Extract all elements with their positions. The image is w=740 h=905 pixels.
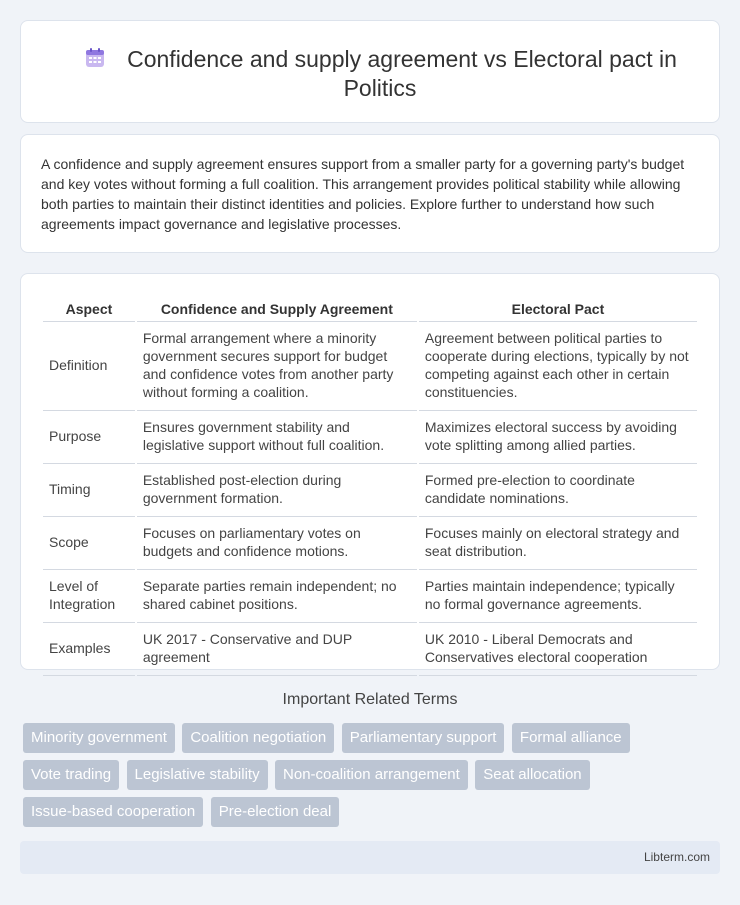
- page-title: [61, 45, 699, 103]
- page-title-text: Confidence and supply agreement vs Electoral pact in Politics: [127, 46, 677, 101]
- row-electoral-pact: UK 2010 - Liberal Democrats and Conservatives electoral cooperation: [419, 625, 697, 676]
- row-confidence-supply: Ensures government stability and legislative support without full coalition.: [137, 413, 417, 464]
- related-term-tag[interactable]: Pre-election deal: [211, 797, 340, 827]
- table-row: [43, 519, 697, 570]
- row-confidence-supply: Formal arrangement where a minority government secures support for budget and confidence votes from another party without forming a coalition.: [137, 324, 417, 411]
- row-electoral-pact: Maximizes electoral success by avoiding vote splitting among allied parties.: [419, 413, 697, 464]
- related-term-tag[interactable]: Seat allocation: [475, 760, 589, 790]
- intro-paragraph: A confidence and supply agreement ensures support from a smaller party for a governing party's budget and key votes without forming a full coalition. This arrangement provides political stability while allowing both parties to maintain their distinct identities and policies. Explore further to understand how such agreements impact governance and legislative processes.: [41, 156, 685, 232]
- table-row: [43, 466, 697, 517]
- row-aspect: Scope: [43, 519, 135, 570]
- related-terms-list: [23, 723, 703, 834]
- header-electoral-pact: Electoral Pact: [419, 295, 697, 322]
- related-terms-title: Important Related Terms: [282, 691, 458, 708]
- row-confidence-supply: Established post-election during government formation.: [137, 466, 417, 517]
- header-aspect: Aspect: [43, 295, 135, 322]
- row-electoral-pact: Agreement between political parties to cooperate during elections, typically by not competing against each other in certain constituencies.: [419, 324, 697, 411]
- related-term-tag[interactable]: Minority government: [23, 723, 175, 753]
- header-confidence-supply: Confidence and Supply Agreement: [137, 295, 417, 322]
- row-aspect: Definition: [43, 324, 135, 411]
- row-aspect: Timing: [43, 466, 135, 517]
- row-electoral-pact: Parties maintain independence; typically no formal governance agreements.: [419, 572, 697, 623]
- header-card: [20, 20, 720, 123]
- row-electoral-pact: Formed pre-election to coordinate candidate nominations.: [419, 466, 697, 517]
- table-header-row: [43, 295, 697, 322]
- footer-brand-link[interactable]: Libterm.com: [643, 850, 710, 864]
- related-term-tag[interactable]: Vote trading: [23, 760, 119, 790]
- related-term-tag[interactable]: Issue-based cooperation: [23, 797, 203, 827]
- row-aspect: Level of Integration: [43, 572, 135, 623]
- table-row: [43, 413, 697, 464]
- row-confidence-supply: Focuses on parliamentary votes on budgets and confidence motions.: [137, 519, 417, 570]
- footer-bar: [20, 841, 720, 874]
- comparison-card: [20, 273, 720, 670]
- related-term-tag[interactable]: Parliamentary support: [342, 723, 505, 753]
- table-row: [43, 625, 697, 676]
- table-row: [43, 324, 697, 411]
- related-term-tag[interactable]: Coalition negotiation: [182, 723, 334, 753]
- related-term-tag[interactable]: Formal alliance: [512, 723, 630, 753]
- table-row: [43, 572, 697, 623]
- row-aspect: Examples: [43, 625, 135, 676]
- calendar-icon: [83, 46, 107, 70]
- row-confidence-supply: UK 2017 - Conservative and DUP agreement: [137, 625, 417, 676]
- related-term-tag[interactable]: Legislative stability: [127, 760, 268, 790]
- row-electoral-pact: Focuses mainly on electoral strategy and seat distribution.: [419, 519, 697, 570]
- row-confidence-supply: Separate parties remain independent; no shared cabinet positions.: [137, 572, 417, 623]
- comparison-table: [41, 293, 699, 678]
- related-term-tag[interactable]: Non-coalition arrangement: [275, 760, 468, 790]
- row-aspect: Purpose: [43, 413, 135, 464]
- intro-card: [20, 134, 720, 253]
